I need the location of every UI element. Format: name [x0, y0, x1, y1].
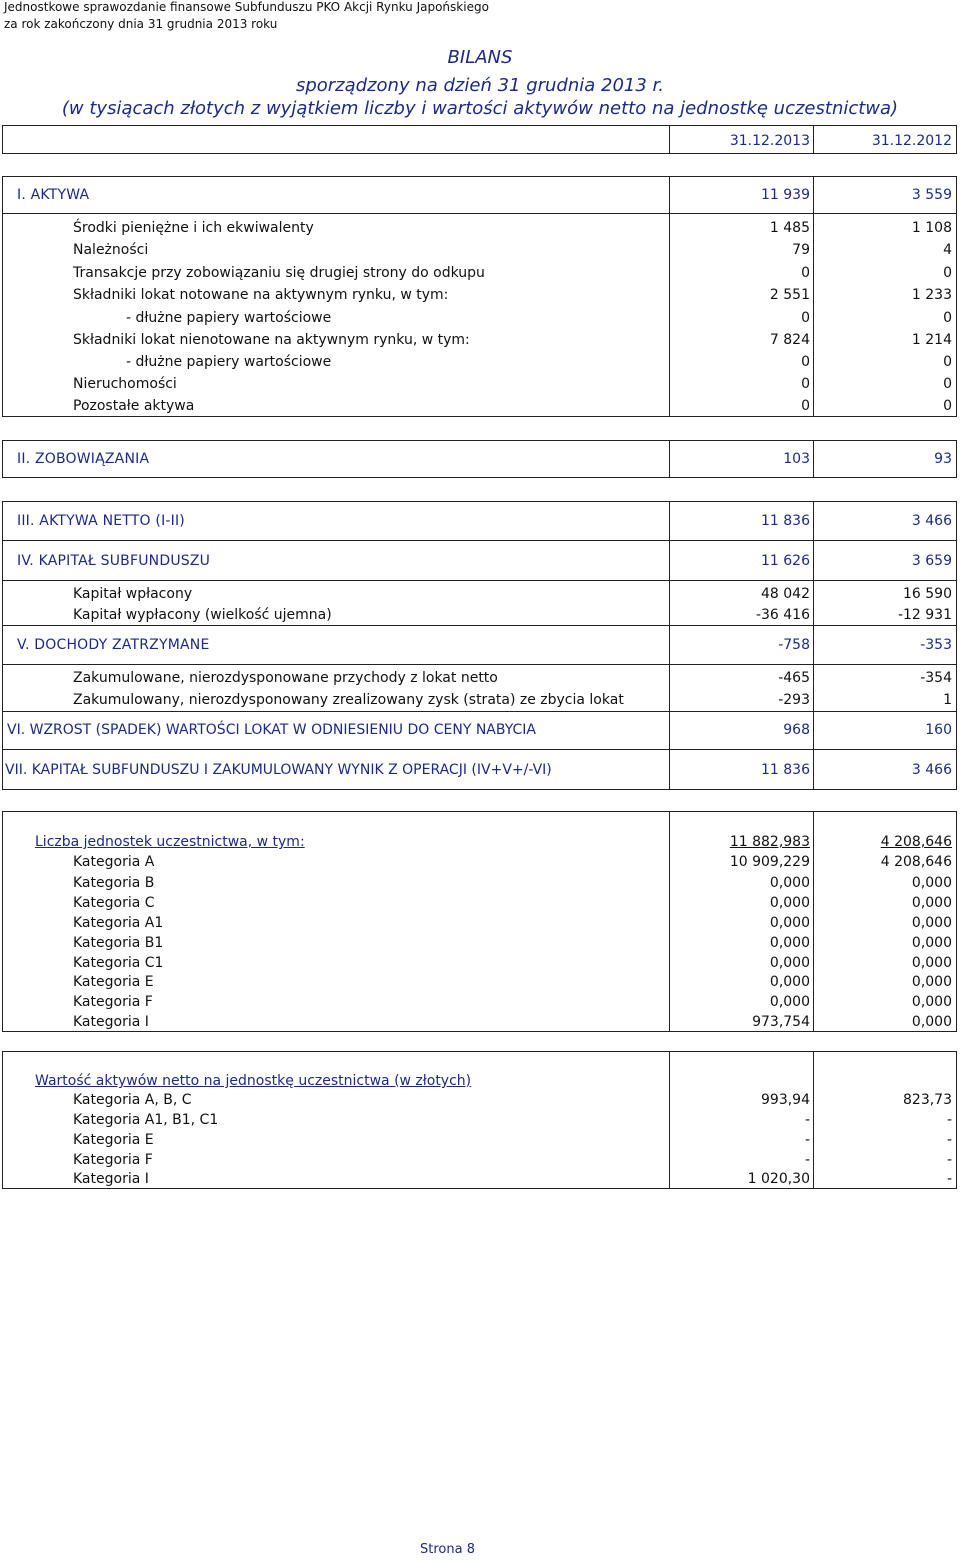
page-subtitle-units: (w tysiącach złotych z wyjątkiem liczby i wartości aktywów netto na jednostkę uczestnictwa) — [61, 98, 899, 119]
row-value-2013: 1 020,30 — [747, 1171, 810, 1187]
kapital-v2: 3 659 — [911, 553, 952, 569]
row-value-2012: - — [946, 1112, 952, 1128]
row-value-2012: 0,000 — [911, 935, 952, 951]
row-value-2012: 0,000 — [911, 895, 952, 911]
kapital-wynik-label: VII. KAPITAŁ SUBFUNDUSZU I ZAKUMULOWANY WYNIK Z OPERACJI (IV+V+/-VI) — [5, 762, 552, 778]
row-label: Składniki lokat notowane na aktywnym rynku, w tym: — [73, 287, 449, 303]
row-value-2012: 0,000 — [911, 915, 952, 931]
aktywa-netto-v1: 11 836 — [761, 513, 810, 529]
wzrost-v1: 968 — [783, 722, 810, 738]
kapital-wynik-v2: 3 466 — [911, 762, 952, 778]
wan-section — [2, 1051, 957, 1189]
table-row — [3, 1089, 956, 1111]
row-label: Kategoria A, B, C — [73, 1092, 192, 1108]
kapital-wynik-row — [3, 759, 956, 781]
wzrost-v2: 160 — [925, 722, 952, 738]
table-row — [3, 667, 956, 689]
kapital-section — [2, 501, 957, 790]
row-label: Pozostałe aktywa — [73, 398, 195, 414]
aktywa-netto-row — [3, 510, 956, 532]
wzrost-row — [3, 719, 956, 741]
row-value-2013: - — [804, 1112, 810, 1128]
row-value-2013: 0 — [801, 376, 810, 392]
row-label: Należności — [73, 242, 149, 258]
dochody-v2: -353 — [920, 637, 952, 653]
row-value-2012: - — [946, 1152, 952, 1168]
row-value-2013: -465 — [778, 670, 810, 686]
table-row — [3, 892, 956, 914]
aktywa-label: I. AKTYWA — [17, 187, 90, 203]
jednostki-total-row — [3, 831, 956, 853]
table-row — [3, 1129, 956, 1151]
kapital-label: IV. KAPITAŁ SUBFUNDUSZU — [17, 553, 211, 569]
row-value-2012: 0 — [943, 376, 952, 392]
page-title: BILANS — [447, 47, 513, 68]
row-value-2013: 0,000 — [769, 875, 810, 891]
table-row — [3, 932, 956, 954]
row-label: Kategoria F — [73, 1152, 153, 1168]
row-value-2013: 79 — [792, 242, 810, 258]
row-value-2012: 1 214 — [911, 332, 952, 348]
page-number: Strona 8 — [420, 1542, 475, 1557]
aktywa-section — [2, 176, 957, 417]
row-value-2013: -36 416 — [755, 607, 810, 623]
table-row — [3, 351, 956, 373]
table-row — [3, 971, 956, 993]
row-value-2012: 0,000 — [911, 955, 952, 971]
row-value-2013: 973,754 — [752, 1014, 810, 1030]
table-row — [3, 307, 956, 329]
kapital-wynik-v1: 11 836 — [761, 762, 810, 778]
row-value-2012: -12 931 — [897, 607, 952, 623]
row-value-2013: -293 — [778, 692, 810, 708]
zobowiazania-v2: 93 — [934, 451, 952, 467]
row-value-2013: 0,000 — [769, 935, 810, 951]
kapital-total-row — [3, 550, 956, 572]
row-label: Kategoria E — [73, 974, 154, 990]
row-value-2012: 4 208,646 — [880, 854, 952, 870]
row-label: Transakcje przy zobowiązaniu się drugiej strony do odkupu — [73, 265, 485, 281]
row-value-2013: 0 — [801, 398, 810, 414]
row-value-2013: 0 — [801, 310, 810, 326]
row-value-2013: 0 — [801, 265, 810, 281]
aktywa-v1: 11 939 — [761, 187, 810, 203]
row-value-2012: 0,000 — [911, 875, 952, 891]
table-row — [3, 284, 956, 306]
row-value-2012: 1 233 — [911, 287, 952, 303]
aktywa-v2: 3 559 — [911, 187, 952, 203]
row-value-2012: 0,000 — [911, 1014, 952, 1030]
kapital-v1: 11 626 — [761, 553, 810, 569]
row-value-2012: 1 — [943, 692, 952, 708]
wzrost-label: VI. WZROST (SPADEK) WARTOŚCI LOKAT W ODNIESIENIU DO CENY NABYCIA — [7, 722, 536, 738]
row-label: Środki pieniężne i ich ekwiwalenty — [73, 220, 314, 236]
row-value-2013: 0,000 — [769, 974, 810, 990]
row-label: Kategoria A1 — [73, 915, 164, 931]
table-row — [3, 239, 956, 261]
column-2013: 31.12.2013 — [729, 133, 810, 149]
aktywa-netto-label: III. AKTYWA NETTO (I-II) — [17, 513, 185, 529]
dochody-total-row — [3, 634, 956, 656]
wan-label: Wartość aktywów netto na jednostkę uczestnictwa (w złotych) — [35, 1073, 472, 1089]
row-value-2013: 7 824 — [769, 332, 810, 348]
row-value-2013: 0 — [801, 354, 810, 370]
row-label: Zakumulowane, nierozdysponowane przychody z lokat netto — [73, 670, 498, 686]
row-label: - dłużne papiery wartościowe — [126, 310, 332, 326]
table-row — [3, 689, 956, 711]
row-value-2012: 0 — [943, 398, 952, 414]
row-value-2013: 10 909,229 — [729, 854, 810, 870]
jednostki-label: Liczba jednostek uczestnictwa, w tym: — [35, 834, 305, 850]
table-row — [3, 217, 956, 239]
row-value-2012: 16 590 — [903, 586, 952, 602]
row-label: Kategoria I — [73, 1171, 149, 1187]
row-value-2013: 2 551 — [769, 287, 810, 303]
row-value-2012: 1 108 — [911, 220, 952, 236]
table-row — [3, 583, 956, 605]
zobowiazania-v1: 103 — [783, 451, 810, 467]
table-row — [3, 395, 956, 417]
row-label: Kategoria C — [73, 895, 155, 911]
row-value-2012: 0 — [943, 265, 952, 281]
row-label: Kategoria A — [73, 854, 155, 870]
page-subtitle-date: sporządzony na dzień 31 grudnia 2013 r. — [295, 75, 665, 96]
zobowiazania-label: II. ZOBOWIĄZANIA — [17, 451, 150, 467]
row-label: Zakumulowany, nierozdysponowany zrealizowany zysk (strata) ze zbycia lokat — [73, 692, 624, 708]
row-label: Kategoria C1 — [73, 955, 164, 971]
row-value-2012: 0 — [943, 310, 952, 326]
row-value-2013: 0,000 — [769, 955, 810, 971]
row-value-2013: 0,000 — [769, 915, 810, 931]
row-value-2012: 0 — [943, 354, 952, 370]
row-value-2013: 48 042 — [761, 586, 810, 602]
row-value-2013: 0,000 — [769, 994, 810, 1010]
row-value-2012: - — [946, 1171, 952, 1187]
document-header-line2: za rok zakończony dnia 31 grudnia 2013 roku — [4, 17, 278, 31]
row-value-2012: - — [946, 1132, 952, 1148]
dochody-label: V. DOCHODY ZATRZYMANE — [17, 637, 210, 653]
row-value-2012: 4 — [943, 242, 952, 258]
table-row — [3, 872, 956, 894]
row-label: Kategoria F — [73, 994, 153, 1010]
row-label: Kategoria B1 — [73, 935, 164, 951]
dochody-v1: -758 — [778, 637, 810, 653]
aktywa-netto-v2: 3 466 — [911, 513, 952, 529]
table-row — [3, 991, 956, 1013]
table-row — [3, 604, 956, 626]
aktywa-total-row — [3, 184, 956, 206]
jednostki-v1: 11 882,983 — [729, 834, 810, 850]
row-value-2013: 993,94 — [761, 1092, 810, 1108]
row-value-2013: 1 485 — [769, 220, 810, 236]
table-row — [3, 912, 956, 934]
table-row — [3, 262, 956, 284]
table-row — [3, 373, 956, 395]
table-row — [3, 1168, 956, 1190]
column-header-box — [2, 125, 957, 154]
table-row — [3, 1011, 956, 1033]
row-value-2013: 0,000 — [769, 895, 810, 911]
row-label: Kategoria A1, B1, C1 — [73, 1112, 219, 1128]
row-label: Kapitał wpłacony — [73, 586, 193, 602]
row-value-2012: 823,73 — [903, 1092, 952, 1108]
row-value-2013: - — [804, 1152, 810, 1168]
row-value-2012: -354 — [920, 670, 952, 686]
row-label: Kategoria B — [73, 875, 155, 891]
row-label: Składniki lokat nienotowane na aktywnym rynku, w tym: — [73, 332, 470, 348]
row-label: Nieruchomości — [73, 376, 177, 392]
row-label: Kategoria E — [73, 1132, 154, 1148]
row-value-2012: 0,000 — [911, 974, 952, 990]
row-label: - dłużne papiery wartościowe — [126, 354, 332, 370]
row-label: Kapitał wypłacony (wielkość ujemna) — [73, 607, 332, 623]
table-row — [3, 1109, 956, 1131]
jednostki-v2: 4 208,646 — [880, 834, 952, 850]
column-2012: 31.12.2012 — [871, 133, 952, 149]
zobowiazania-section — [2, 440, 957, 478]
jednostki-section — [2, 811, 957, 1032]
table-row — [3, 851, 956, 873]
table-row — [3, 329, 956, 351]
row-value-2013: - — [804, 1132, 810, 1148]
row-label: Kategoria I — [73, 1014, 149, 1030]
document-header-line1: Jednostkowe sprawozdanie finansowe Subfunduszu PKO Akcji Rynku Japońskiego — [4, 0, 489, 14]
row-value-2012: 0,000 — [911, 994, 952, 1010]
